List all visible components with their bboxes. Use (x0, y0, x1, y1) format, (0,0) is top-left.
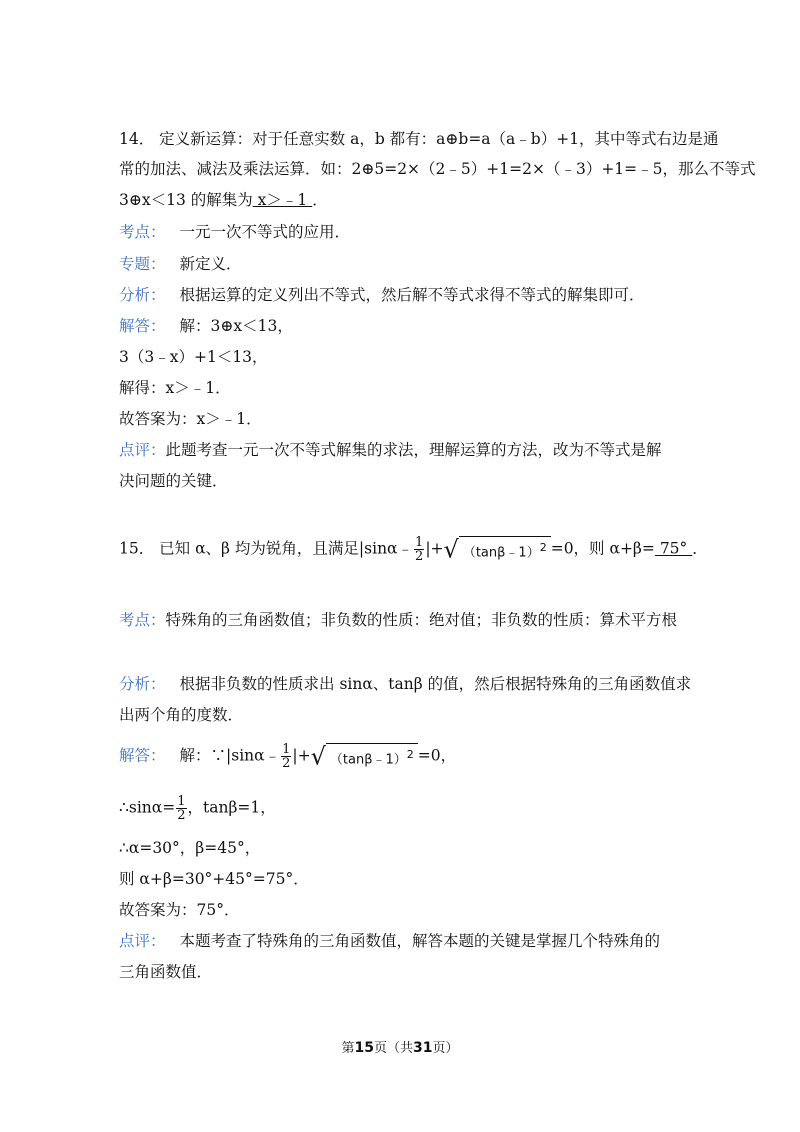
q15-answer: 75° (654, 539, 693, 558)
q15-after: =0，则 α+β= (550, 539, 655, 558)
q15-jieda (119, 743, 456, 770)
fraction-numerator: 1 (282, 742, 291, 758)
fenxi-text: 根据非负数的性质求出 sinα、tanβ 的值，然后根据特殊角的三角函数值求 (179, 675, 692, 693)
q15-end: ． (692, 539, 708, 558)
q15-step1 (119, 795, 276, 822)
zhuanti-text: 新定义． (179, 255, 242, 273)
q14-fenxi (119, 285, 645, 305)
radicand-text: （tanβ﹣1） (462, 545, 540, 561)
q15-kaodian (119, 610, 677, 630)
fraction-numerator: 1 (415, 535, 424, 551)
q15-dianping (119, 931, 660, 951)
q15-fenxi (119, 674, 691, 694)
fraction-denominator: 2 (282, 756, 291, 772)
q15-fenxi-cont: 出两个角的度数． (119, 706, 244, 724)
fraction-denominator: 2 (415, 549, 424, 565)
dianping-text: 本题考查了特殊角的三角函数值，解答本题的关键是掌握几个特殊角的 (179, 932, 661, 950)
jieda-fraction (281, 743, 291, 770)
radicand-exponent: 2 (539, 541, 547, 554)
radicand-exponent: 2 (406, 748, 414, 761)
zhuanti-label: 专题： (119, 255, 166, 273)
q14-step2: 解得：x＞﹣1． (119, 379, 231, 397)
q14-dianping (119, 440, 662, 460)
jieda-label: 解答： (119, 317, 166, 335)
q15-step4: 故答案为：75°． (119, 901, 240, 919)
q14-line3-suffix: ． (312, 191, 328, 209)
footer-post: 页） (432, 1041, 459, 1056)
footer-pre: 第 (341, 1041, 355, 1056)
q14-zhuanti (119, 254, 242, 274)
q15-stem (119, 536, 708, 563)
q15-prefix: 15． 已知 α、β 均为锐角，且满足|sinα﹣ (119, 539, 414, 558)
fenxi-label: 分析： (119, 286, 166, 304)
sqrt-radicand (326, 743, 418, 770)
q14-answer: x＞﹣1 (252, 191, 313, 209)
kaodian-text: 一元一次不等式的应用． (179, 223, 351, 241)
q14-line3-prefix: 3⊕x＜13 的解集为 (119, 191, 253, 209)
sqrt-symbol: √ (443, 535, 459, 564)
q15-step3: 则 α+β=30°+45°=75°． (119, 870, 309, 888)
fenxi-label: 分析： (119, 675, 166, 693)
dianping-text: 此题考查一元一次不等式解集的求法，理解运算的方法，改为不等式是解 (165, 441, 662, 459)
sqrt-radicand (459, 536, 551, 563)
q14-kaodian (119, 222, 350, 242)
kaodian-label: 考点： (119, 223, 166, 241)
jieda-label: 解答： (119, 746, 166, 765)
radicand-text: （tanβ﹣1） (329, 752, 407, 768)
fraction-denominator: 2 (177, 808, 186, 823)
fraction-numerator: 1 (177, 794, 186, 809)
q15-step2: ∴α=30°，β=45°， (119, 839, 261, 857)
jieda-text: 解：3⊕x＜13， (179, 317, 293, 335)
footer-total-pages: 31 (413, 1040, 433, 1056)
kaodian-text: 特殊角的三角函数值；非负数的性质：绝对值；非负数的性质：算术平方根 (165, 611, 678, 629)
page-footer (0, 1037, 800, 1056)
jieda-abs-close: |+ (292, 746, 311, 765)
fenxi-text: 根据运算的定义列出不等式，然后解不等式求得不等式的解集即可． (179, 286, 645, 304)
q14-dianping-cont: 决问题的关键． (119, 472, 228, 490)
jieda-end: =0， (417, 746, 457, 765)
q15-sqrt (444, 536, 551, 563)
step1-prefix: ∴sinα= (119, 798, 176, 817)
sqrt-symbol: √ (310, 742, 326, 771)
q14-line1: 14． 定义新运算：对于任意实数 a，b 都有：a⊕b=a（a﹣b）+1，其中等式右边是通 (119, 130, 719, 148)
footer-mid: 页（共 (373, 1041, 413, 1056)
q15-fraction (414, 536, 424, 563)
q15-dianping-cont: 三角函数值． (119, 963, 213, 981)
kaodian-label: 考点： (119, 611, 166, 629)
footer-page-number: 15 (354, 1040, 374, 1056)
q14-line2: 常的加法、减法及乘法运算．如：2⊕5=2×（2﹣5）+1=2×（﹣3）+1=﹣5，那么不等式 (119, 160, 756, 178)
dianping-label: 点评： (119, 441, 166, 459)
jieda-sqrt (311, 743, 418, 770)
q15-abs-close: |+ (425, 539, 444, 558)
step1-fraction (176, 795, 186, 822)
q14-jieda (119, 316, 293, 336)
step1-suffix: ，tanβ=1， (187, 798, 276, 817)
q14-step3: 故答案为：x＞﹣1． (119, 410, 262, 428)
dianping-label: 点评： (119, 932, 166, 950)
q14-step1: 3（3﹣x）+1＜13， (119, 348, 268, 366)
q14-line3 (119, 190, 328, 210)
jieda-prefix: 解：∵|sinα﹣ (179, 746, 281, 765)
